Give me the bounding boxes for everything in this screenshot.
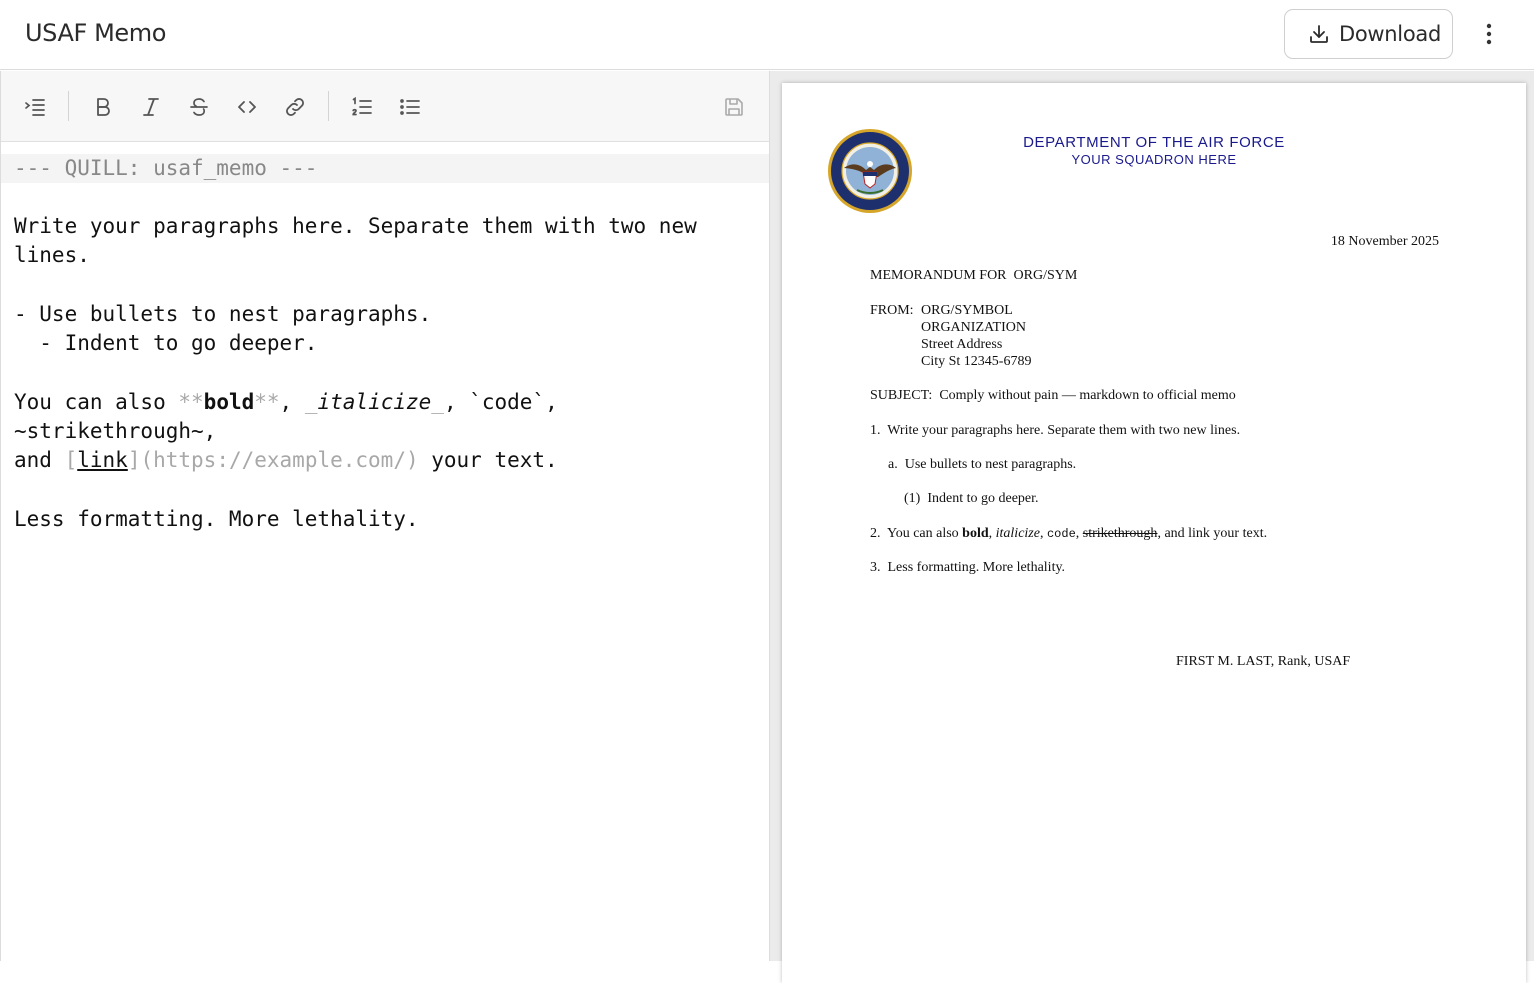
bullet-list-icon — [398, 95, 422, 119]
memo-from-label: FROM: — [870, 303, 914, 318]
memo-preview-pane — [770, 71, 1534, 961]
strikethrough-icon — [187, 95, 211, 119]
more-options-button[interactable] — [1474, 18, 1504, 50]
code-button[interactable] — [234, 94, 260, 120]
editor-line: Write your paragraphs here. Separate them with two new — [14, 214, 697, 238]
memo-page — [782, 83, 1526, 983]
memo-paragraph: 2. You can also bold, italicize, code, strikethrough, and link your text. — [870, 526, 1268, 541]
strikethrough-button[interactable] — [186, 94, 212, 120]
memo-from-line: ORG/SYMBOL — [921, 303, 1013, 318]
download-label: Download — [1339, 22, 1441, 46]
app-title: USAF Memo — [25, 19, 167, 47]
memo-for: MEMORANDUM FOR ORG/SYM — [870, 268, 1078, 283]
link-icon — [283, 95, 307, 119]
link-button[interactable] — [282, 94, 308, 120]
ordered-list-icon — [350, 95, 374, 119]
editor-toolbar — [1, 71, 769, 142]
download-icon — [1307, 22, 1331, 46]
bold-button[interactable] — [90, 94, 116, 120]
indent-icon — [23, 95, 47, 119]
editor-line: and [link](https://example.com/) your text. — [14, 448, 558, 472]
memo-subject: SUBJECT: Comply without pain — markdown to official memo — [870, 388, 1236, 403]
memo-signature: FIRST M. LAST, Rank, USAF — [1176, 654, 1351, 669]
indent-button[interactable] — [22, 94, 48, 120]
editor-line: Less formatting. More lethality. — [14, 507, 419, 531]
memo-squadron: YOUR SQUADRON HERE — [1071, 152, 1237, 167]
top-bar — [0, 0, 1534, 70]
memo-from-line: Street Address — [921, 337, 1003, 352]
editor-line: lines. — [14, 243, 90, 267]
memo-subparagraph: a. Use bullets to nest paragraphs. — [888, 457, 1077, 472]
ordered-list-button[interactable] — [349, 94, 375, 120]
toolbar-divider — [328, 91, 329, 121]
toolbar-divider — [68, 91, 69, 121]
memo-subsubparagraph: (1) Indent to go deeper. — [904, 491, 1039, 506]
memo-from-line: City St 12345-6789 — [921, 354, 1032, 369]
italic-icon — [139, 95, 163, 119]
markdown-editor-pane — [0, 71, 770, 961]
memo-paragraph: 3. Less formatting. More lethality. — [870, 560, 1066, 575]
bold-icon — [91, 95, 115, 119]
editor-line: - Use bullets to nest paragraphs. — [14, 302, 432, 326]
memo-date: 18 November 2025 — [1330, 234, 1439, 249]
save-icon — [722, 95, 746, 119]
italic-button[interactable] — [138, 94, 164, 120]
code-icon — [235, 95, 259, 119]
kebab-menu-icon — [1486, 23, 1492, 45]
bullet-list-button[interactable] — [397, 94, 423, 120]
memo-paragraph: 1. Write your paragraphs here. Separate them with two new lines. — [870, 423, 1241, 438]
editor-line: ~strikethrough~, — [14, 419, 217, 443]
editor-line: - Indent to go deeper. — [14, 331, 318, 355]
download-button[interactable] — [1284, 9, 1453, 59]
frontmatter-line: --- QUILL: usaf_memo --- — [14, 156, 318, 180]
memo-from-line: ORGANIZATION — [921, 320, 1026, 335]
memo-department: DEPARTMENT OF THE AIR FORCE — [1023, 134, 1285, 151]
save-button[interactable] — [721, 94, 747, 120]
editor-line: You can also **bold**, _italicize_, `code`, — [14, 390, 558, 414]
